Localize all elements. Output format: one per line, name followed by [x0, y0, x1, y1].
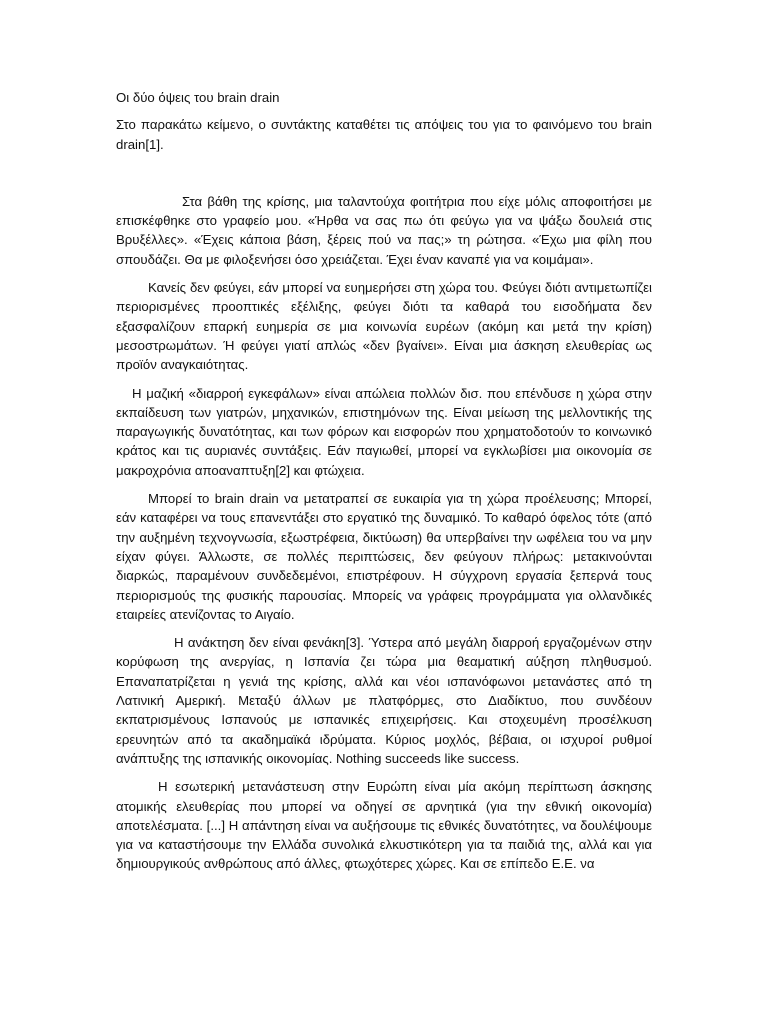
body-paragraph-3: Η μαζική «διαρροή εγκεφάλων» είναι απώλεια πολλών δισ. που επένδυσε η χώρα στην εκπαίδευση των γιατρών, μηχανικών, επιστημόνων της. Είναι μείωση της μελλοντικής της παραγωγικής δυνατότητας, και των φόρων και εισφορών που χρηματοδοτούν το κοινωνικό κράτος και τις αυριανές συντάξεις. Εάν παγιωθεί, μπορεί να εγκλωβίσει μια οικονομία σε μακροχρόνια αποαναπτυξη[2] και φτώχεια. [116, 385, 652, 478]
body-paragraph-4: Μπορεί το brain drain να μετατραπεί σε ευκαιρία για τη χώρα προέλευσης; Μπορεί, εάν καταφέρει να τους επανεντάξει στο εργατικό της δυναμικό. Το καθαρό όφελος τότε (από την αυξημένη τεχνογνωσία, εξωστρέφεια, δικτύωση) θα υπερβαίνει την ωφέλεια του να μην είχαν φύγει. Άλλωστε, σε πολλές περιπτώσεις, δεν φεύγουν πλήρως: μετακινούνται διαρκώς, παραμένουν συνδεδεμένοι, επιστρέφουν. Η σύγχρονη εργασία ξεπερνά τους περιορισμούς της φυσικής παρουσίας. Μπορείς να γράφεις προγράμματα για ολλανδικές εταιρείες ατενίζοντας το Αιγαίο. [116, 491, 652, 622]
intro-paragraph: Στο παρακάτω κείμενο, ο συντάκτης καταθέτει τις απόψεις του για το φαινόμενο του brain drain[1]. [116, 117, 652, 152]
body-paragraph-2: Κανείς δεν φεύγει, εάν μπορεί να ευημερήσει στη χώρα του. Φεύγει διότι αντιμετωπίζει περιορισμένες προοπτικές εξέλιξης, φεύγει διότι τα καθαρά του εισοδήματα δεν εξασφαλίζουν επαρκή ευημερία σε μια κοινωνία ευρέων (ακόμη και μετά την κρίση) μεσοστρωμάτων. Ή φεύγει γιατί απλώς «δεν βγαίνει». Είναι μια άσκηση ελευθερίας ως προϊόν αναγκαιότητας. [116, 280, 652, 373]
body-paragraph-1: Στα βάθη της κρίσης, μια ταλαντούχα φοιτήτρια που είχε μόλις αποφοιτήσει με επισκέφθηκε στο γραφείο μου. «Ήρθα να σας πω ότι φεύγω για να ψάξω δουλειά στις Βρυξέλλες». «Έχεις κάποια βάση, ξέρεις πού να πας;» τη ρώτησα. «Έχω μια φίλη που σπουδάζει. Θα με φιλοξενήσει όσο χρειάζεται. Έχει έναν καναπέ για να κοιμάμαι». [116, 193, 652, 267]
body-paragraph-6: Η εσωτερική μετανάστευση στην Ευρώπη είναι μία ακόμη περίπτωση άσκησης ατομικής ελευθερίας που μπορεί να οδηγεί σε αρνητικά (για την εθνική οικονομία) αποτελέσματα. [...] Η απάντηση είναι να αυξήσουμε τις εθνικές δυνατότητες, να δουλέψουμε για να καταστήσουμε την Ελλάδα συνολικά ελκυστικότερη για τα παιδιά της, αλλά και για δημιουργικούς ανθρώπους από άλλες, φτωχότερες χώρες. Και σε επίπεδο Ε.Ε. να [116, 779, 652, 872]
document-page [116, 88, 652, 874]
blank-space [116, 154, 652, 192]
body-paragraph-5: Η ανάκτηση δεν είναι φενάκη[3]. Ύστερα από μεγάλη διαρροή εργαζομένων στην κορύφωση της ανεργίας, η Ισπανία ζει τώρα μια θεαματική αύξηση πληθυσμού. Επαναπατρίζεται η γενιά της κρίσης, αλλά και νέοι ισπανόφωνοι μετανάστες από τη Λατινική Αμερική. Μεταξύ άλλων με πλατφόρμες, στο Διαδίκτυο, που συνδέουν εκπατρισμένους Ισπανούς με ισπανικές επιχειρήσεις. Και στοχευμένη προσέλκυση ερευνητών από τα ακαδημαϊκά ιδρύματα. Κύριος μοχλός, βέβαια, οι ισχυροί ρυθμοί ανάπτυξης της ισπανικής οικονομίας. Nothing succeeds like success. [116, 635, 652, 766]
document-title: Οι δύο όψεις του brain drain [116, 90, 280, 105]
